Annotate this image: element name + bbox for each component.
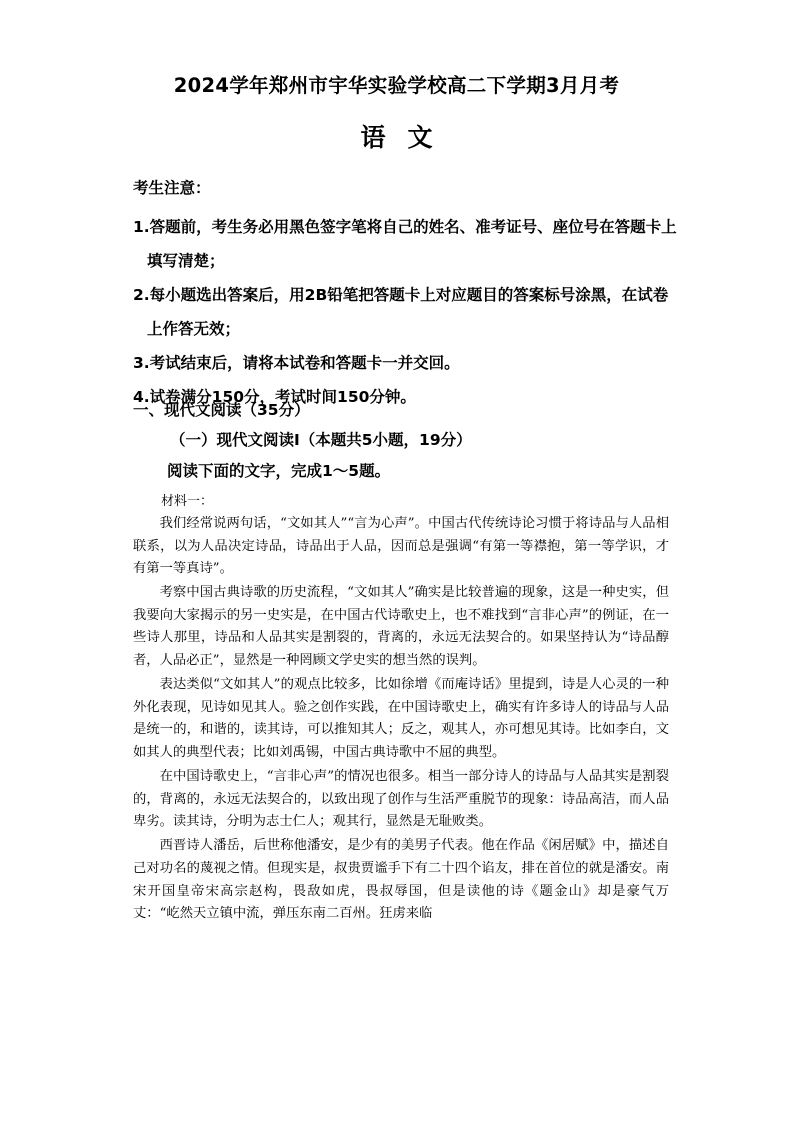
- passage-paragraph: 考察中国古典诗歌的历史流程，“文如其人”确实是比较普遍的现象，这是一种史实，但我要向大家揭示的另一史实是，在中国古代诗歌史上，也不难找到“言非心声”的例证，在一些诗人那里，诗品和人品其实是割裂的，背离的，永远无法契合的。如果坚持认为“诗品醇者，人品必正”，显然是一种罔顾文学史实的想当然的误判。: [133, 585, 669, 669]
- notice-heading: 考生注意：: [133, 179, 211, 197]
- notice-list: [133, 210, 678, 414]
- section-heading: 一、现代文阅读（35分）: [133, 401, 310, 419]
- exam-title: 2024学年郑州市宇华实验学校高二下学期3月月考: [173, 74, 620, 97]
- subject-title: 语文: [360, 123, 455, 152]
- section-subheading: （一）现代文阅读Ⅰ（本题共5小题，19分）: [170, 431, 472, 449]
- notice-item: 2.每小题选出答案后，用2B铅笔把答题卡上对应题目的答案标号涂黑，在试卷上作答无效；: [133, 286, 669, 338]
- notice-item: 4.试卷满分150分，考试时间150分钟。: [133, 388, 416, 406]
- passage-paragraph: 在中国诗歌史上，“言非心声”的情况也很多。相当一部分诗人的诗品与人品其实是割裂的，背离的，永远无法契合的，以致出现了创作与生活严重脱节的现象：诗品高洁，而人品卑劣。读其诗，分明为志士仁人；观其行，显然是无耻败类。: [133, 769, 669, 830]
- passage-paragraph: 我们经常说两句话，“文如其人”“言为心声”。中国古代传统诗论习惯于将诗品与人品相联系，以为人品决定诗品，诗品出于人品，因而总是强调“有第一等襟抱，第一等学识，才有第一等真诗”。: [133, 516, 669, 577]
- reading-passage: [133, 513, 669, 927]
- reading-instruction: 阅读下面的文字，完成1～5题。: [167, 462, 391, 480]
- notice-item: 3.考试结束后，请将本试卷和答题卡一并交回。: [133, 354, 460, 372]
- notice-item: 1.答题前，考生务必用黑色签字笔将自己的姓名、准考证号、座位号在答题卡上填写清楚；: [133, 218, 677, 270]
- passage-paragraph: 表达类似“文如其人”的观点比较多，比如徐增《而庵诗话》里提到，诗是人心灵的一种外化表现，见诗如见其人。验之创作实践，在中国诗歌史上，确实有许多诗人的诗品与人品是统一的，和谐的，读其诗，可以推知其人；反之，观其人，亦可想见其诗。比如李白，文如其人的典型代表；比如刘禹锡，中国古典诗歌中不屈的典型。: [133, 677, 669, 760]
- material-label: 材料一：: [161, 494, 214, 509]
- passage-paragraph: 西晋诗人潘岳，后世称他潘安，是少有的美男子代表。他在作品《闲居赋》中，描述自己对功名的蔑视之情。但现实是，叔贵贾谧手下有二十四个谄友，排在首位的就是潘安。南宋开国皇帝宋高宗赵构，畏敌如虎，畏叔辱国，但是读他的诗《题金山》却是豪气万丈：“屹然天立镇中流，弹压东南二百州。狂虏来临: [133, 838, 669, 922]
